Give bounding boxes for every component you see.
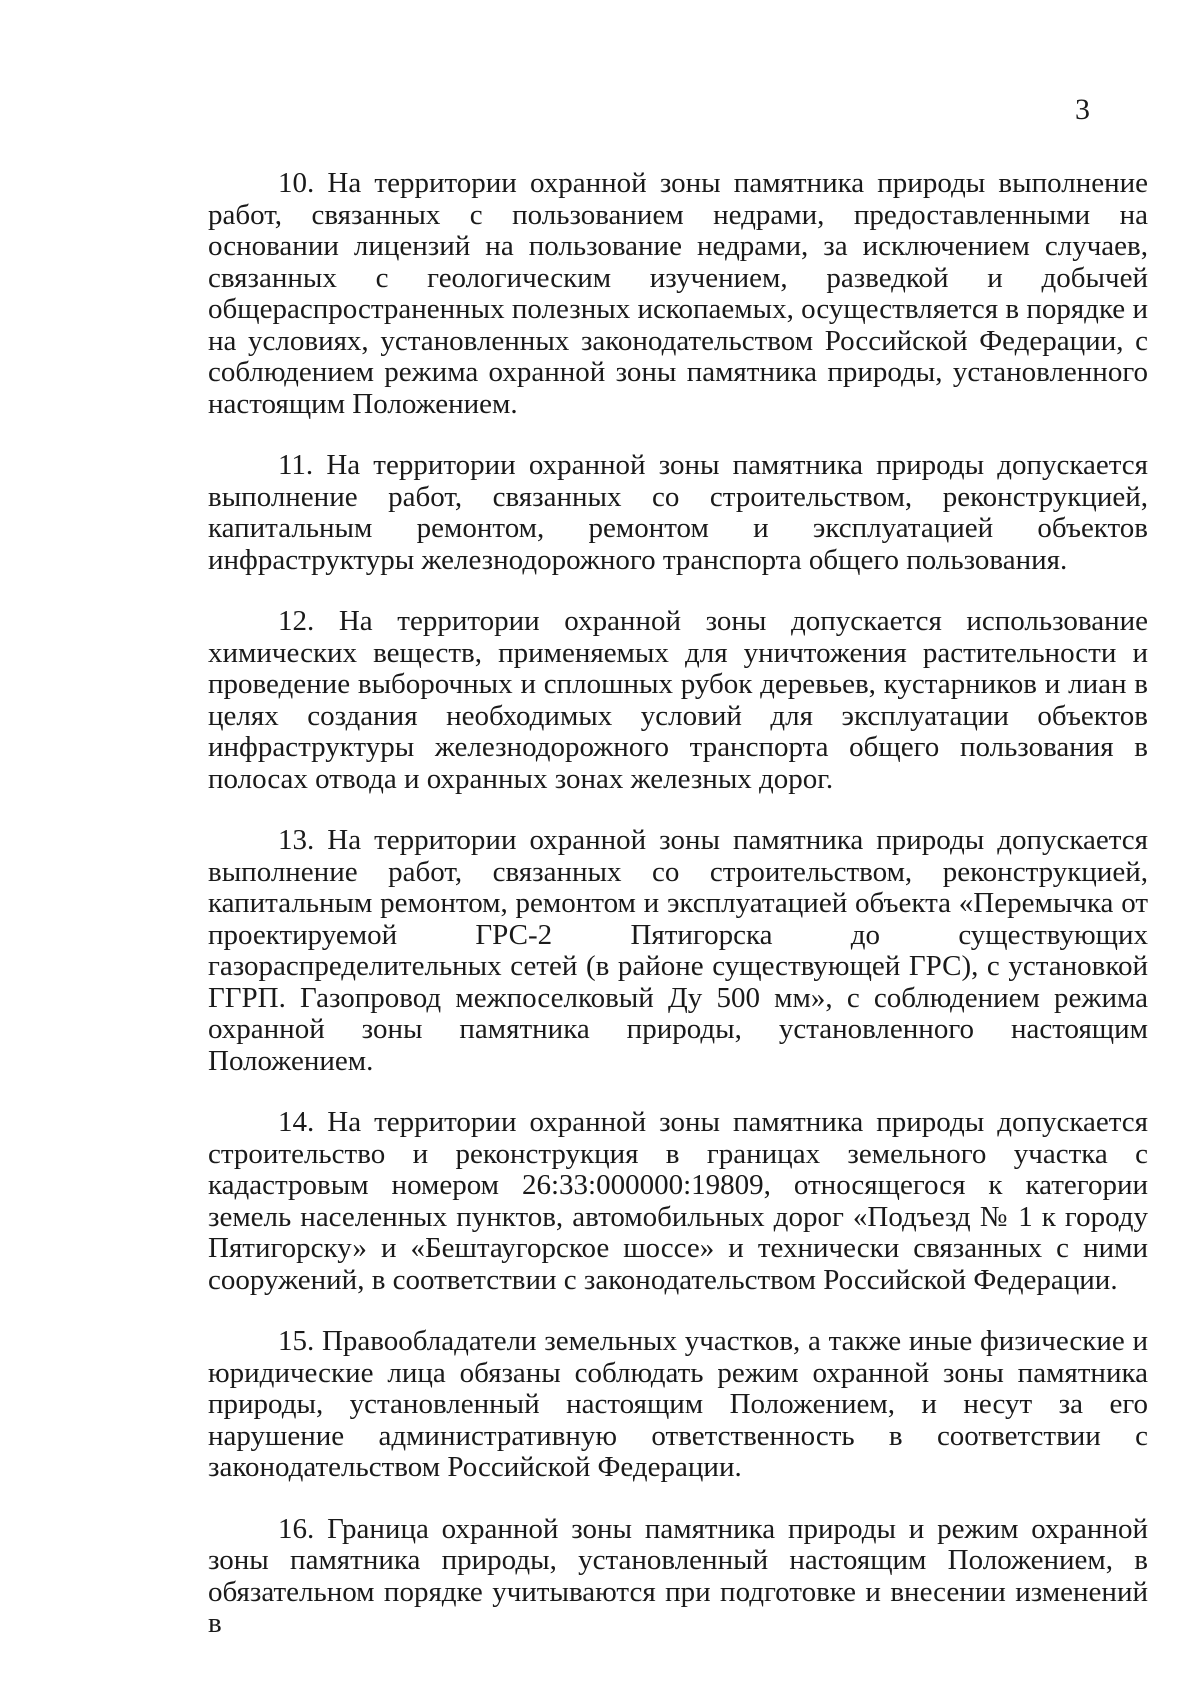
paragraph-14: 14. На территории охранной зоны памятника природы допускается строительство и реконструкция в границах земельного участка с кадастровым номером 26:33:000000:19809, относящегося к категории земель населенных пунктов, автомобильных дорог «Подъезд № 1 к городу Пятигорску» и «Бештаугорское шоссе» и технически связанных с ними сооружений, в соответствии с законодательством Российской Федерации. [208, 1106, 1148, 1296]
paragraph-10: 10. На территории охранной зоны памятника природы выполнение работ, связанных с пользованием недрами, предоставленными на основании лицензий на пользование недрами, за исключением случаев, связанных с геологическим изучением, разведкой и добычей общераспространенных полезных ископаемых, осуществляется в порядке и на условиях, установленных законодательством Российской Федерации, с соблюдением режима охранной зоны памятника природы, установленного настоящим Положением. [208, 167, 1148, 420]
document-body [208, 168, 1148, 1670]
paragraph-11: 11. На территории охранной зоны памятника природы допускается выполнение работ, связанных со строительством, реконструкцией, капитальным ремонтом, ремонтом и эксплуатацией объектов инфраструктуры железнодорожного транспорта общего пользования. [208, 449, 1148, 576]
paragraph-13: 13. На территории охранной зоны памятника природы допускается выполнение работ, связанных со строительством, реконструкцией, капитальным ремонтом, ремонтом и эксплуатацией объекта «Перемычка от проектируемой ГРС-2 Пятигорска до существующих газораспределительных сетей (в районе существующей ГРС), с установкой ГГРП. Газопровод межпоселковый Ду 500 мм», с соблюдением режима охранной зоны памятника природы, установленного настоящим Положением. [208, 824, 1148, 1077]
paragraph-12: 12. На территории охранной зоны допускается использование химических веществ, применяемых для уничтожения растительности и проведение выборочных и сплошных рубок деревьев, кустарников и лиан в целях создания необходимых условий для эксплуатации объектов инфраструктуры железнодорожного транспорта общего пользования в полосах отвода и охранных зонах железных дорог. [208, 605, 1148, 795]
paragraph-15: 15. Правообладатели земельных участков, а также иные физические и юридические лица обязаны соблюдать режим охранной зоны памятника природы, установленный настоящим Положением, и несут за его нарушение административную ответственность в соответствии с законодательством Российской Федерации. [208, 1325, 1148, 1483]
page-number: 3 [1075, 93, 1090, 126]
paragraph-16: 16. Граница охранной зоны памятника природы и режим охранной зоны памятника природы, установленный настоящим Положением, в обязательном порядке учитываются при подготовке и внесении изменений в [208, 1512, 1148, 1639]
